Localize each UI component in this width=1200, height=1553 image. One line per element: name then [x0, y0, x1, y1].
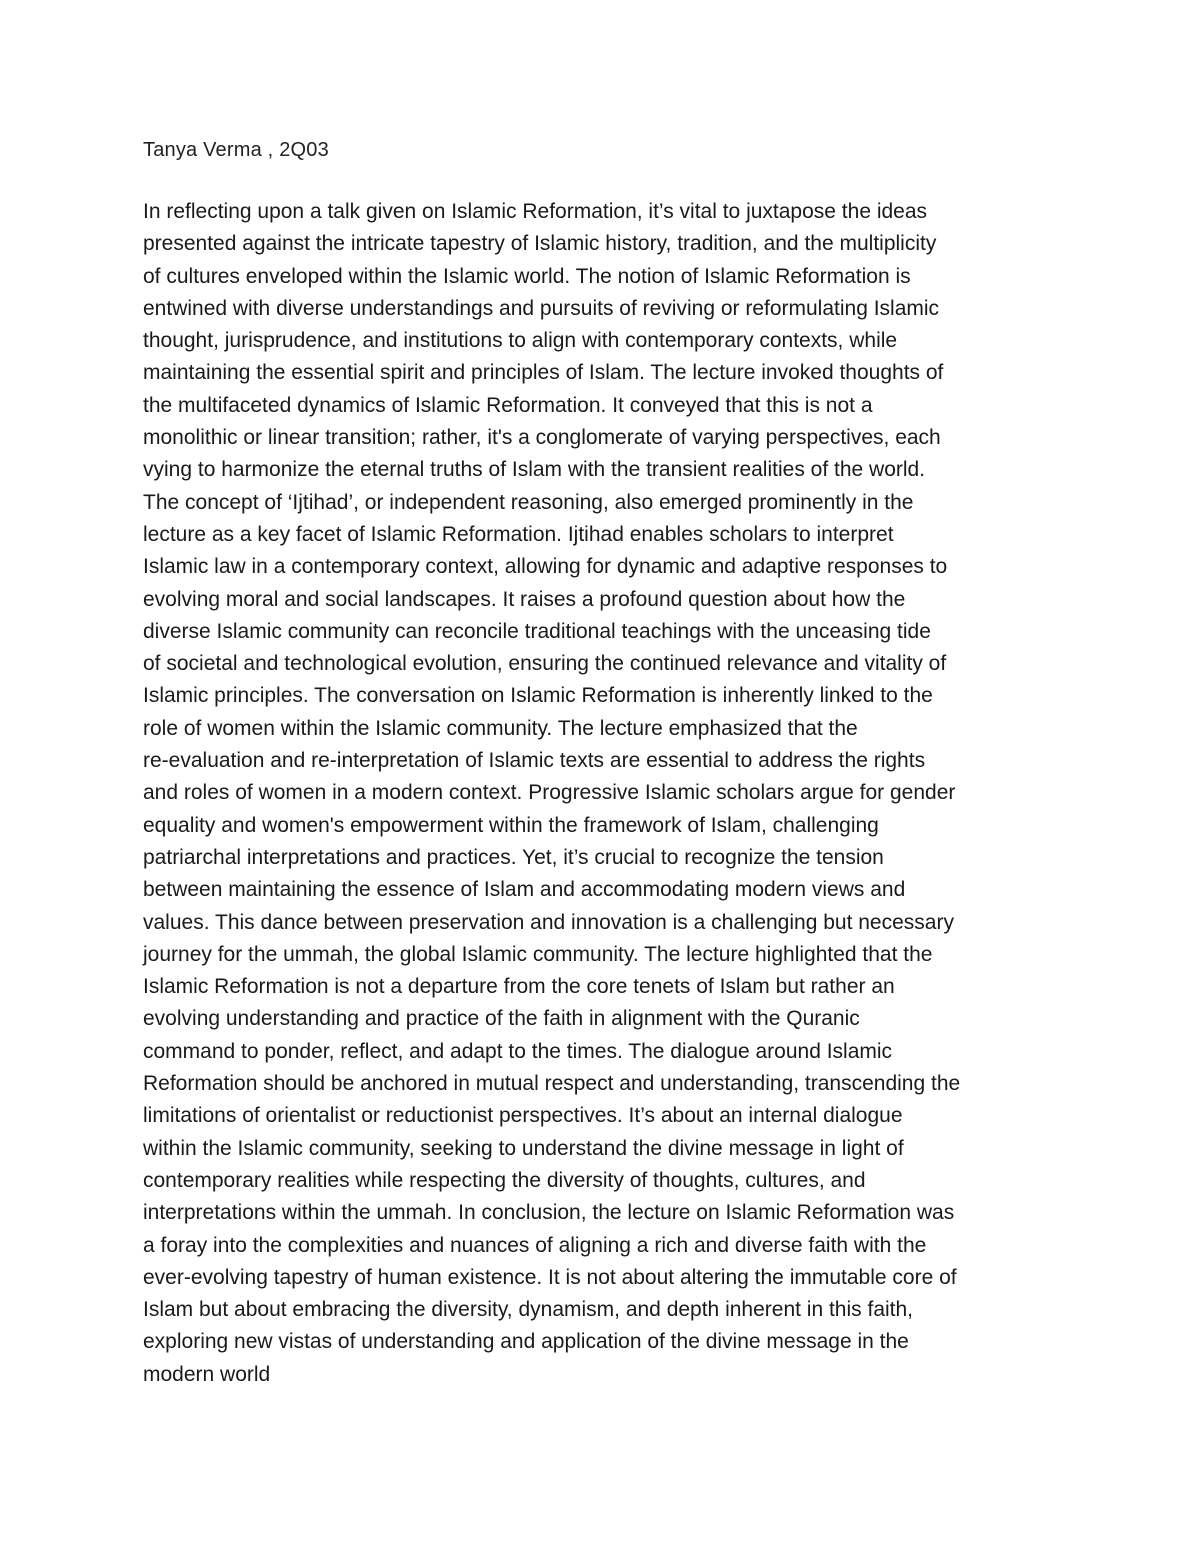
essay-line: entwined with diverse understandings and pursuits of reviving or reformulating Islamic [143, 296, 940, 320]
essay-line: presented against the intricate tapestry of Islamic history, tradition, and the multiplicity [143, 232, 937, 256]
essay-line: of cultures enveloped within the Islamic world. The notion of Islamic Reformation is [143, 264, 911, 288]
essay-line: and roles of women in a modern context. Progressive Islamic scholars argue for gender [143, 781, 956, 805]
essay-line: vying to harmonize the eternal truths of Islam with the transient realities of the world. [143, 458, 926, 482]
essay-line: command to ponder, reflect, and adapt to the times. The dialogue around Islamic [143, 1039, 893, 1063]
essay-line: The concept of ‘Ijtihad’, or independent reasoning, also emerged prominently in the [143, 490, 914, 514]
essay-line: equality and women's empowerment within the framework of Islam, challenging [143, 813, 879, 837]
essay-line: Islamic Reformation is not a departure from the core tenets of Islam but rather an [143, 975, 895, 999]
essay-line: evolving moral and social landscapes. It raises a profound question about how the [143, 587, 906, 611]
essay-line: Islam but about embracing the diversity, dynamism, and depth inherent in this faith, [143, 1298, 914, 1322]
essay-line: values. This dance between preservation and innovation is a challenging but necessary [143, 910, 954, 934]
essay-line: limitations of orientalist or reductionist perspectives. It’s about an internal dialogue [143, 1104, 903, 1128]
author-header: Tanya Verma , 2Q03 [143, 139, 329, 161]
essay-line: a foray into the complexities and nuances of aligning a rich and diverse faith with the [143, 1233, 927, 1257]
essay-line: re-evaluation and re-interpretation of Islamic texts are essential to address the rights [143, 749, 926, 773]
essay-line: of societal and technological evolution, ensuring the continued relevance and vitality of [143, 652, 947, 676]
essay-line: In reflecting upon a talk given on Islamic Reformation, it’s vital to juxtapose the ideas [143, 200, 928, 223]
essay-line: Islamic principles. The conversation on Islamic Reformation is inherently linked to the [143, 684, 933, 708]
essay-line: patriarchal interpretations and practices. Yet, it’s crucial to recognize the tension [143, 845, 884, 869]
essay-line: ever-evolving tapestry of human existence. It is not about altering the immutable core of [143, 1265, 957, 1289]
essay-line: interpretations within the ummah. In conclusion, the lecture on Islamic Reformation was [143, 1201, 955, 1225]
essay-line: Reformation should be anchored in mutual respect and understanding, transcending the [143, 1072, 961, 1096]
essay-line: journey for the ummah, the global Islamic community. The lecture highlighted that the [143, 942, 933, 966]
essay-line: Islamic law in a contemporary context, allowing for dynamic and adaptive responses to [143, 555, 948, 579]
essay-line: exploring new vistas of understanding and application of the divine message in the [143, 1330, 909, 1354]
essay-line: lecture as a key facet of Islamic Reformation. Ijtihad enables scholars to interpret [143, 522, 894, 546]
essay-line: contemporary realities while respecting the diversity of thoughts, cultures, and [143, 1168, 866, 1192]
essay-body [143, 196, 1083, 1391]
essay-line: within the Islamic community, seeking to understand the divine message in light of [143, 1136, 904, 1160]
essay-line: the multifaceted dynamics of Islamic Reformation. It conveyed that this is not a [143, 393, 873, 417]
essay-line: role of women within the Islamic community. The lecture emphasized that the [143, 716, 858, 740]
essay-line: maintaining the essential spirit and principles of Islam. The lecture invoked thoughts of [143, 361, 944, 385]
essay-line: diverse Islamic community can reconcile traditional teachings with the unceasing tide [143, 619, 931, 643]
essay-line: evolving understanding and practice of the faith in alignment with the Quranic [143, 1007, 860, 1031]
essay-line: between maintaining the essence of Islam and accommodating modern views and [143, 878, 906, 902]
essay-line: monolithic or linear transition; rather, it's a conglomerate of varying perspectives, each [143, 426, 941, 450]
essay-line: modern world [143, 1362, 271, 1386]
essay-line: thought, jurisprudence, and institutions to align with contemporary contexts, while [143, 329, 898, 353]
